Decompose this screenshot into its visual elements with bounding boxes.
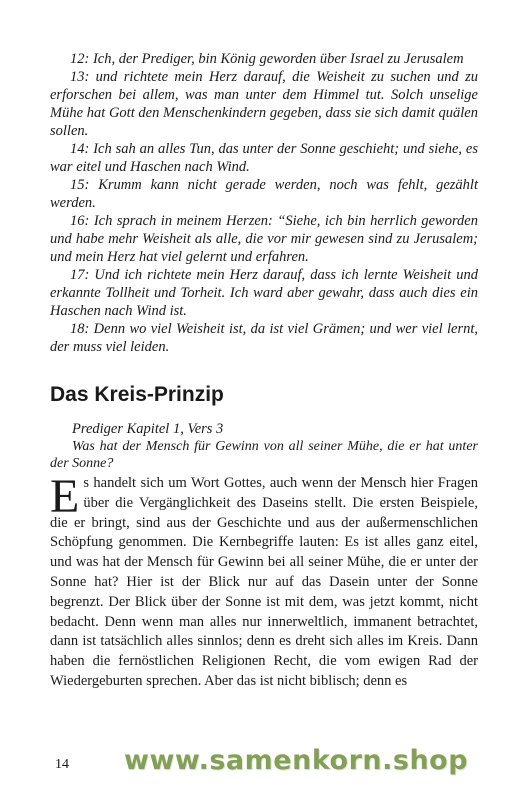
verse-15: 15: Krumm kann nicht gerade werden, noch was fehlt, gezählt werden. [50, 177, 478, 211]
verse-14: 14: Ich sah an alles Tun, das unter der Sonne geschieht; und siehe, es war eitel und Haschen nach Wind. [50, 141, 478, 175]
verse-16: 16: Ich sprach in meinem Herzen: “Siehe, ich bin herrlich geworden und habe mehr Weisheit als alle, die vor mir gewesen sind zu Jerusalem; und mein Herz hat viel gelernt und erfahren. [50, 213, 478, 265]
watermark: www.samenkorn.shop [124, 745, 469, 776]
section-heading: Das Kreis-Prinzip [50, 383, 224, 406]
verse-13: 13: und richtete mein Herz darauf, die Weisheit zu suchen und zu erforschen bei allem, was man unter dem Himmel tut. Solch unselige Mühe hat Gott den Menschenkindern gegeben, dass sie sich damit quälen sollen. [50, 69, 478, 139]
body-paragraph [50, 470, 478, 692]
verse-17: 17: Und ich richtete mein Herz darauf, dass ich lernte Weisheit und erkannte Tollheit und Torheit. Ich ward aber gewahr, dass auch dies ein Haschen nach Wind ist. [50, 267, 478, 319]
drop-cap: E [50, 470, 80, 523]
book-page [50, 50, 478, 692]
verse-18: 18: Denn wo viel Weisheit ist, da ist viel Grämen; und wer viel lernt, der muss viel leiden. [50, 321, 478, 355]
page-number: 14 [55, 757, 69, 772]
verse-12: 12: Ich, der Prediger, bin König geworden über Israel zu Jerusalem [70, 51, 464, 67]
scripture-reference: Prediger Kapitel 1, Vers 3 [72, 421, 224, 437]
scripture-quote: Was hat der Mensch für Gewinn von all seiner Mühe, die er hat unter der Sonne? [50, 439, 478, 471]
body-text: s handelt sich um Wort Gottes, auch wenn der Mensch hier Fragen über die Vergänglichkeit des Daseins stellt. Die ersten Beispiele, die er bringt, sind aus der Geschichte und aus der außermenschlichen Schöpfung genommen. Die Kernbegriffe lauten: Es ist alles ganz eitel, und was hat der Mensch für Gewinn bei all seiner Mühe, die er unter der Sonne hat? Hier ist der Blick nur auf das Dasein unter der Sonne begrenzt. Der Blick über der Sonne ist mit dem, was jetzt kommt, nicht bedacht. Denn wenn man alles nur innerweltlich, immanent betrachtet, dann ist tatsächlich alles sinnlos; denn es dreht sich alles im Kreis. Dann haben die fernöstlichen Religionen Recht, die vom ewigen Rad der Wiedergeburten sprechen. Aber das ist nicht biblisch; denn es [50, 475, 478, 689]
